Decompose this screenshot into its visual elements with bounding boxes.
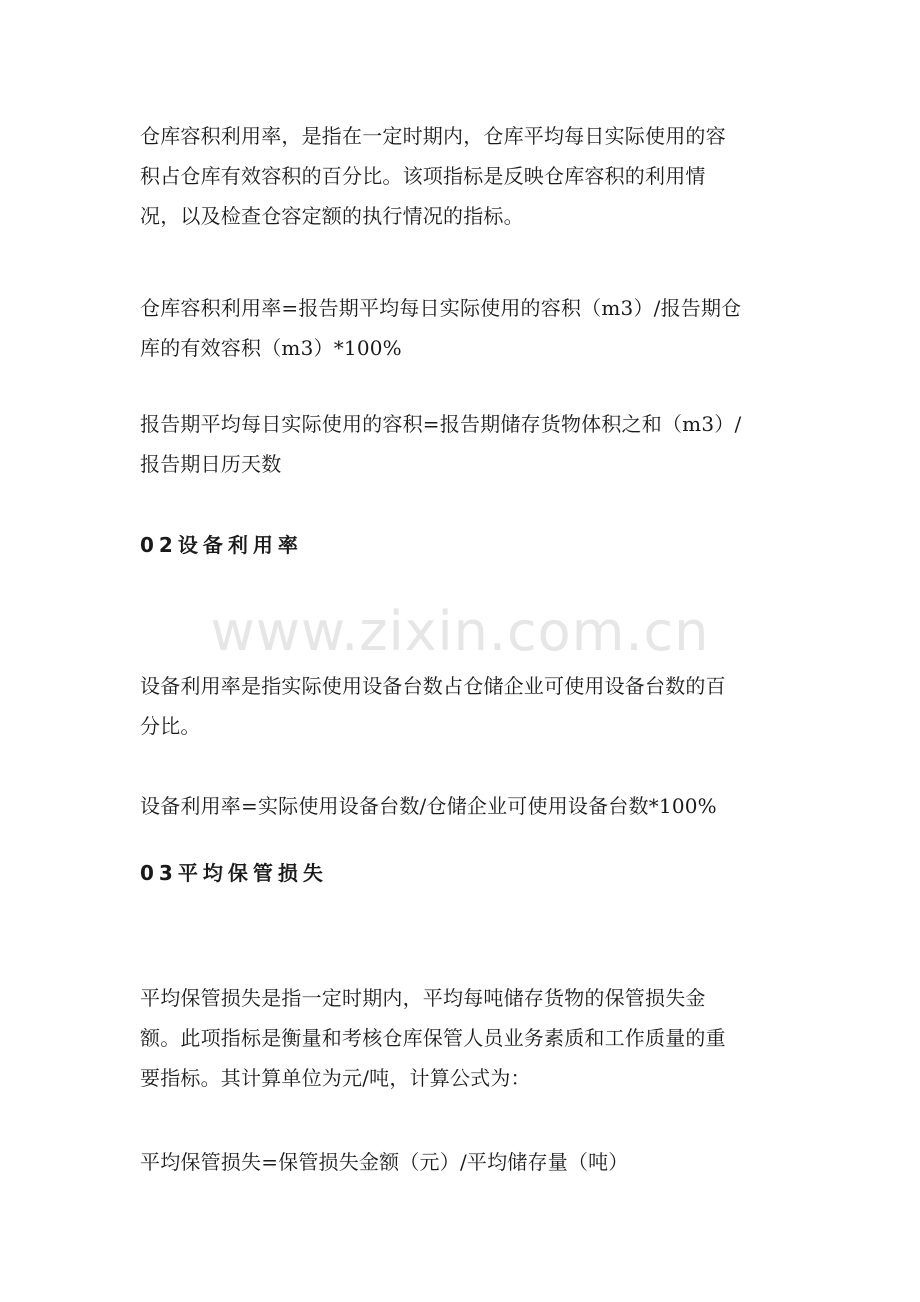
paragraph-line: 平均保管损失是指一定时期内，平均每吨储存货物的保管损失金 [140, 986, 706, 1010]
formula-line: 报告期日历天数 [140, 452, 282, 476]
section02-heading: 02设备利用率 [140, 533, 303, 557]
paragraph-line: 额。此项指标是衡量和考核仓库保管人员业务素质和工作质量的重 [140, 1026, 726, 1050]
paragraph-line: 积占仓库有效容积的百分比。该项指标是反映仓库容积的利用情 [140, 164, 706, 188]
formula-line: 仓库容积利用率=报告期平均每日实际使用的容积（m3）/报告期仓 [140, 296, 742, 320]
watermark-text: www.zixin.com.cn [210, 600, 710, 663]
section03-heading: 03平均保管损失 [140, 861, 328, 885]
section01-formula-1 [140, 288, 780, 368]
formula-line: 设备利用率=实际使用设备台数/仓储企业可使用设备台数*100% [140, 794, 717, 818]
formula-line: 平均保管损失=保管损失金额（元）/平均储存量（吨） [140, 1150, 629, 1174]
paragraph-line: 仓库容积利用率，是指在一定时期内，仓库平均每日实际使用的容 [140, 124, 726, 148]
paragraph-line: 要指标。其计算单位为元/吨，计算公式为： [140, 1066, 531, 1090]
paragraph-line: 分比。 [140, 714, 201, 738]
section02-formula [140, 786, 780, 826]
section01-paragraph [140, 116, 780, 236]
formula-line: 库的有效容积（m3）*100% [140, 336, 402, 360]
section01-formula-2 [140, 404, 780, 484]
section02-paragraph [140, 666, 780, 746]
paragraph-line: 设备利用率是指实际使用设备台数占仓储企业可使用设备台数的百 [140, 674, 726, 698]
section03-formula [140, 1142, 780, 1182]
formula-line: 报告期平均每日实际使用的容积=报告期储存货物体积之和（m3）/ [140, 412, 742, 436]
section03-paragraph [140, 978, 780, 1098]
paragraph-line: 况，以及检查仓容定额的执行情况的指标。 [140, 204, 524, 228]
